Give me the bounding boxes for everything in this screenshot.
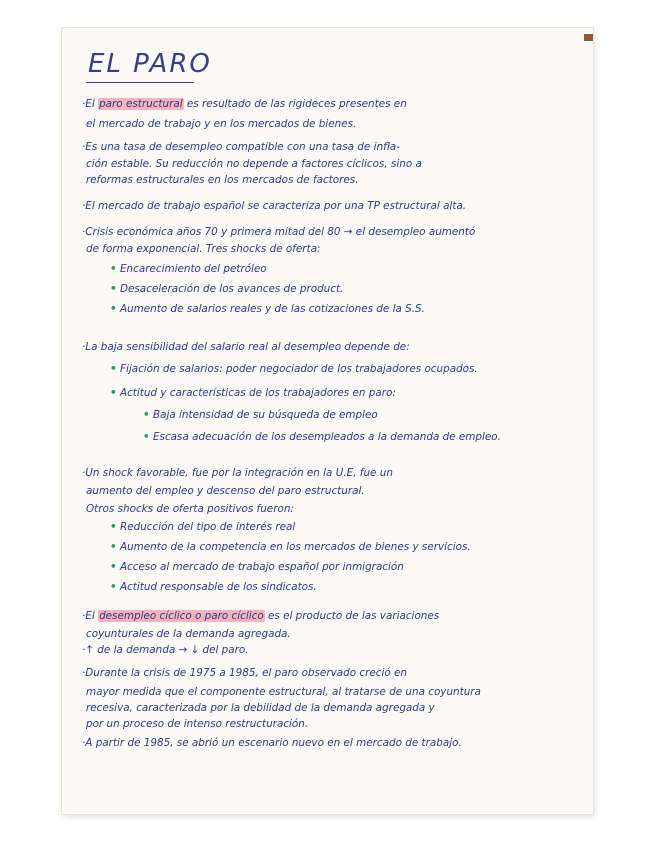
- list-item: • Fijación de salarios: poder negociador de los trabajadores ocupados.: [110, 363, 478, 375]
- highlight: paro estructural: [99, 98, 183, 110]
- text-line: ·Durante la crisis de 1975 a 1985, el paro observado creció en: [82, 667, 407, 679]
- text-line: ción estable. Su reducción no depende a factores cíclicos, sino a: [86, 158, 422, 170]
- list-item: • Desaceleración de los avances de product.: [110, 283, 344, 295]
- text-line: Otros shocks de oferta positivos fueron:: [86, 503, 294, 515]
- page-title: EL PARO: [88, 49, 212, 79]
- text-line: ·Un shock favorable, fue por la integración en la U.E, fue un: [82, 467, 393, 479]
- text-line: reformas estructurales en los mercados de factores.: [86, 174, 359, 186]
- list-item: • Aumento de salarios reales y de las cotizaciones de la S.S.: [110, 303, 425, 315]
- text-line: aumento del empleo y descenso del paro estructural.: [86, 485, 365, 497]
- list-item: • Baja intensidad de su búsqueda de empleo: [143, 409, 378, 421]
- text-line: por un proceso de intenso restructuración.: [86, 718, 309, 730]
- text-line: ·Es una tasa de desempleo compatible con una tasa de infla-: [82, 141, 400, 153]
- text-line: ·El paro estructural es resultado de las rigideces presentes en: [82, 98, 407, 110]
- text-line: ·El mercado de trabajo español se caracteriza por una TP estructural alta.: [82, 200, 467, 212]
- title-block: [88, 50, 212, 78]
- list-item: • Encarecimiento del petróleo: [110, 263, 267, 275]
- text-line: ·A partir de 1985, se abrió un escenario nuevo en el mercado de trabajo.: [82, 737, 462, 749]
- text-line: coyunturales de la demanda agregada.: [86, 628, 291, 640]
- text-line: recesiva, caracterizada por la debilidad de la demanda agregada y: [86, 702, 435, 714]
- text-line: ·La baja sensibilidad del salario real al desempleo depende de:: [82, 341, 410, 353]
- text-line: el mercado de trabajo y en los mercados de bienes.: [86, 118, 357, 130]
- text-line: ·El desempleo cíclico o paro cíclico es el producto de las variaciones: [82, 610, 440, 622]
- list-item: • Acceso al mercado de trabajo español por inmigración: [110, 561, 404, 573]
- text-line: ·↑ de la demanda → ↓ del paro.: [82, 644, 249, 656]
- highlight: desempleo cíclico o paro cíclico: [99, 610, 264, 622]
- list-item: • Actitud responsable de los sindicatos.: [110, 581, 317, 593]
- list-item: • Reducción del tipo de interés real: [110, 521, 296, 533]
- text-line: mayor medida que el componente estructural, al tratarse de una coyuntura: [86, 686, 481, 698]
- list-item: • Aumento de la competencia en los mercados de bienes y servicios.: [110, 541, 471, 553]
- page-edge-mark: [584, 34, 593, 41]
- list-item: • Actitud y características de los trabajadores en paro:: [110, 387, 396, 399]
- list-item: • Escasa adecuación de los desempleados a la demanda de empleo.: [143, 431, 501, 443]
- title-underline: [86, 82, 194, 83]
- text-line: ·Crisis económica años 70 y primera mitad del 80 → el desempleo aumentó: [82, 226, 476, 238]
- text-line: de forma exponencial. Tres shocks de oferta:: [86, 243, 321, 255]
